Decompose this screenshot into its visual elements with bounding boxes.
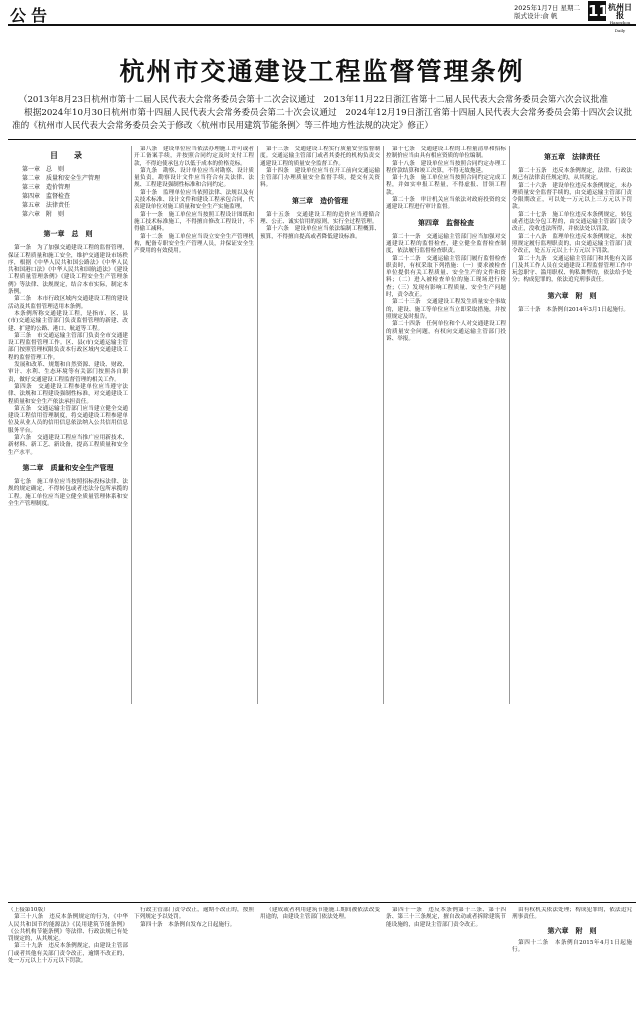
article: 第十九条 施工单位应当按照合同约定完成工程，并如实申报工程量，不得虚报、冒领工程款。 bbox=[386, 175, 506, 196]
chapter-heading: 第六章 附 则 bbox=[547, 925, 597, 935]
article: 第三十条 本条例自2014年3月1日起施行。 bbox=[518, 306, 630, 313]
bottom-column-5 bbox=[512, 907, 632, 1013]
article: 第三十八条 违反本条例规定的行为，《中华人民共和国节约能源法》《民用建筑节能条例》《公共机构节能条例》等法律、行政法规已有处罚规定的，从其规定。 bbox=[8, 914, 128, 943]
toc-item: 第六章 附 则 bbox=[22, 211, 65, 219]
column-5 bbox=[512, 146, 632, 704]
column-divider bbox=[257, 146, 258, 704]
article-body bbox=[8, 146, 636, 704]
article: 第十五条 交通建设工程的造价应当遵循合理、公正、诚实信用的原则，实行全过程管理。 bbox=[260, 211, 380, 226]
continued-section bbox=[8, 902, 636, 1017]
toc-item: 第五章 法律责任 bbox=[22, 202, 71, 210]
article: 第二十六条 建设单位违反本条例规定，未办理质量安全监督手续的，由交通运输主管部门责令限期改正，可以处一万元以上三万元以下罚款。 bbox=[512, 182, 632, 211]
article: 第十四条 建设单位应当在开工前向交通运输主管部门办理质量安全监督手续，提交有关资料。 bbox=[260, 167, 380, 189]
article: 第二十条 审计机关应当依法对政府投资的交通建设工程进行审计监督。 bbox=[386, 197, 506, 211]
article: 第十三条 交通建设工程实行质量安全监督制度。交通运输主管部门或者其委托的机构负责交通建设工程的质量安全监督工作。 bbox=[260, 146, 380, 167]
article: 行政主管部门责令改正，逾期不改正的，按照下列规定予以处罚。 bbox=[134, 907, 254, 921]
chapter-heading: 第六章 附 则 bbox=[547, 290, 597, 300]
divider bbox=[8, 139, 636, 140]
logo-name: 杭州日报 bbox=[608, 2, 632, 20]
article: 第十二条 施工单位应当设立安全生产管理机构，配备专职安全生产管理人员，并保证安全生产费用的有效使用。 bbox=[134, 233, 254, 255]
article: 第十一条 施工单位应当按照工程设计图纸和施工技术标准施工，不得擅自修改工程设计，不得偷工减料。 bbox=[134, 211, 254, 233]
article: 第一条 为了加强交通建设工程的监督管理，保证工程质量和施工安全，维护交通建设市场秩序，根据《中华人民共和国公路法》《中华人民共和国港口法》《中华人民共和国航道法》《建设工程质量管理条例》《建设工程安全生产管理条例》等法律、法规规定，结合本市实际，制定本条例。 bbox=[8, 245, 128, 296]
article: 由有权机关依法处理；构成犯罪的，依法追究刑事责任。 bbox=[512, 907, 632, 921]
preamble bbox=[12, 94, 632, 133]
bottom-column-4 bbox=[386, 907, 506, 1013]
column-2 bbox=[134, 146, 254, 704]
bottom-column-1 bbox=[8, 907, 128, 1013]
toc-item: 第三章 造价管理 bbox=[22, 184, 71, 192]
article: 第二十一条 交通运输主管部门应当加强对交通建设工程的监督检查，建立健全监督检查制度，依法履行监督检查职责。 bbox=[386, 233, 506, 255]
edition-credit: 版式设计:俞 帆 bbox=[514, 12, 558, 20]
toc-item: 第二章 质量和安全生产管理 bbox=[22, 175, 101, 183]
chapter-heading: 第三章 造价管理 bbox=[292, 195, 348, 205]
article: 第二十七条 施工单位违反本条例规定，转包或者违法分包工程的，由交通运输主管部门责令改正，没收违法所得，并依法处以罚款。 bbox=[512, 211, 632, 233]
issue-info bbox=[514, 4, 580, 20]
article: 第三条 市交通运输主管部门负责全市交通建设工程监督管理工作。区、县(市)交通运输主管部门按照管理权限负责本行政区域内交通建设工程的监督管理工作。 bbox=[8, 332, 128, 361]
section-label: 公告 bbox=[10, 6, 53, 25]
toc-item: 第四章 监督检查 bbox=[22, 193, 71, 201]
article: 第四十二条 本条例自2015年4月1日起施行。 bbox=[512, 939, 632, 953]
logo-sub: Hangzhou Daily bbox=[609, 20, 631, 33]
newspaper-logo bbox=[606, 3, 634, 35]
column-3 bbox=[260, 146, 380, 704]
article: 第四条 交通建设工程参建单位应当遵守法律、法规和工程建设强制性标准，对交通建设工程质量和安全生产依法承担责任。 bbox=[8, 383, 128, 405]
page-number: 11 bbox=[588, 2, 609, 20]
column-4 bbox=[386, 146, 506, 704]
masthead bbox=[8, 0, 636, 33]
preamble-adoption: （2013年8月23日杭州市第十二届人民代表大会常务委员会第十二次会议通过 2013年11月22日浙江省第十二届人民代表大会常务委员会第六次会议批准 bbox=[18, 95, 608, 105]
article: （建成或者利用建筑节能施工期间被依法改变用途的，由建设主管部门依法处理。 bbox=[260, 907, 380, 921]
article: 第四十一条 违反本条例第十三条、第十四条、第三十三条规定，擅自改动或者拆除建筑节能设施的，由建设主管部门责令改正。 bbox=[386, 907, 506, 928]
continued-note: （上接第10版） bbox=[8, 907, 49, 913]
article: 第十条 监理单位应当依照法律、法规以及有关技术标准、设计文件和建设工程承包合同，代表建设单位对施工质量和安全生产实施监理。 bbox=[134, 189, 254, 211]
article: 第四十条 本条例自发布之日起施行。 bbox=[140, 921, 236, 928]
toc-heading: 目 录 bbox=[50, 150, 86, 160]
article: 第九条 勘察、设计单位应当对勘察、设计质量负责，勘察设计文件应当符合有关法律、法规、工程建设强制性标准和合同约定。 bbox=[134, 167, 254, 189]
article: 第二十五条 违反本条例规定，法律、行政法规已有法律责任规定的，从其规定。 bbox=[512, 168, 632, 182]
article: 第二十九条 交通运输主管部门和其他有关部门及其工作人员在交通建设工程监督管理工作中玩忽职守、滥用职权、徇私舞弊的，依法给予处分；构成犯罪的，依法追究刑事责任。 bbox=[512, 255, 632, 284]
bottom-column-2 bbox=[134, 907, 254, 1013]
chapter-heading: 第四章 监督检查 bbox=[418, 217, 474, 227]
article: 第十六条 建设单位应当依法编制工程概算、预算，不得擅自提高或者降低建设标准。 bbox=[260, 226, 380, 240]
toc-item: 第一章 总 则 bbox=[22, 166, 65, 174]
article: 第六条 交通建设工程应当推广应用新技术、新材料、新工艺、新设备，提高工程质量和安全生产水平。 bbox=[8, 435, 128, 456]
preamble-amendment: 根据2024年10月30日杭州市第十四届人民代表大会常务委员会第二十次会议通过 2024年12月19日浙江省第十四届人民代表大会常务委员会第十四次会议批准的《杭州市人民代表大会常务委员会关于修改〈杭州市民用建筑节能条例〉等三件地方性法规的决定》修正） bbox=[12, 108, 632, 131]
chapter-heading: 第五章 法律责任 bbox=[544, 152, 600, 161]
article: 第八条 建设单位应当依法办理施工许可或者开工备案手续，并按照合同约定及时支付工程款，不得迫使承包方以低于成本的价格竞标。 bbox=[134, 146, 254, 167]
article: 第二十八条 监理单位违反本条例规定，未按照规定履行监理职责的，由交通运输主管部门责令改正，处五万元以上十万元以下罚款。 bbox=[512, 233, 632, 255]
bottom-column-3 bbox=[260, 907, 380, 1013]
article: 第三十九条 违反本条例规定，由建设主管部门或者其他有关部门责令改正，逾期不改正的，处一万元以上十万元以下罚款。 bbox=[8, 943, 128, 965]
column-divider bbox=[383, 146, 384, 704]
article: 第二条 本市行政区域内交通建设工程的建设活动及其监督管理适用本条例。 bbox=[8, 296, 128, 310]
chapter-heading: 第一章 总 则 bbox=[43, 229, 93, 239]
article: 第十七条 交通建设工程的工程量清单和招标控制价应当由具有相应资质的单位编制。 bbox=[386, 146, 506, 160]
page-title: 杭州市交通建设工程监督管理条例 bbox=[119, 57, 525, 86]
article: 第二十四条 任何单位和个人对交通建设工程的质量安全问题，有权向交通运输主管部门投诉、举报。 bbox=[386, 321, 506, 342]
article: 第七条 施工单位应当按照招标投标法律、法规的规定确定，不得转包或者违法分包所承揽的工程。施工单位应当建立健全质量管理体系和安全生产管理制度。 bbox=[8, 478, 128, 507]
column-divider bbox=[509, 146, 510, 704]
article: 发展和改革、规划和自然资源、建设、财政、审计、水利、生态环境等有关部门按照各自职责，做好交通建设工程监督管理的相关工作。 bbox=[8, 362, 128, 383]
column-divider bbox=[131, 146, 132, 704]
article: 第二十二条 交通运输主管部门履行监督检查职责时，有权采取下列措施：（一）要求被检查单位提供有关工程质量、安全生产的文件和资料；（二）进入被检查单位的施工现场进行检查；（三）发现有影响工程质量、安全生产问题时，责令改正。 bbox=[386, 255, 506, 299]
chapter-heading: 第二章 质量和安全生产管理 bbox=[22, 462, 114, 472]
article: 第五条 交通运输主管部门应当建立健全交通建设工程信用管理制度，将交通建设工程参建单位及从业人员的信用信息依法纳入公共信用信息服务平台。 bbox=[8, 405, 128, 434]
issue-date: 2025年1月7日 星期二 bbox=[514, 4, 580, 12]
column-1 bbox=[8, 146, 128, 704]
article: 第十八条 建设单位应当按照合同约定办理工程价款结算和竣工决算，不得无故拖延。 bbox=[386, 160, 506, 174]
article: 本条例所称交通建设工程，是指市、区、县(市)交通运输主管部门负责监督管理的新建、改建、扩建的公路、港口、航道等工程。 bbox=[8, 310, 128, 332]
article: 第二十三条 交通建设工程发生质量安全事故的，建设、施工等单位应当立即采取措施，并按照规定及时报告。 bbox=[386, 299, 506, 320]
table-of-contents bbox=[8, 152, 128, 219]
